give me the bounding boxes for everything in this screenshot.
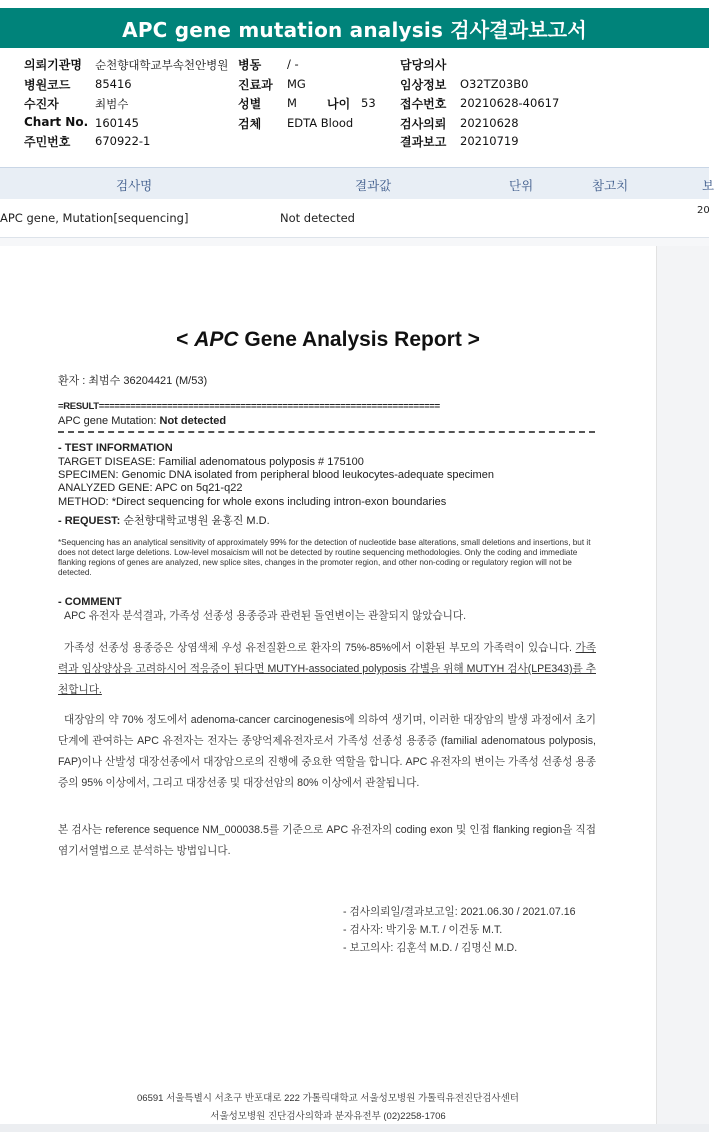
age-label: 나이 xyxy=(327,97,351,111)
info-value: EDTA Blood xyxy=(287,116,354,130)
results-table-header xyxy=(0,167,714,200)
column-header-result: 결과값 xyxy=(355,178,392,193)
info-value: 670922-1 xyxy=(95,134,151,148)
patient-line: 환자 : 최범수 36204421 (M/53) xyxy=(58,375,208,387)
signature-dates: - 검사의뢰일/결과보고일: 2021.06.30 / 2021.07.16 xyxy=(343,906,576,918)
target-disease: TARGET DISEASE: Familial adenomatous polyposis # 175100 xyxy=(58,456,364,468)
patient-info xyxy=(0,0,709,160)
info-label: 접수번호 xyxy=(400,97,447,111)
info-value: 20210628-40617 xyxy=(460,96,560,110)
info-value: 160145 xyxy=(95,116,139,130)
info-value: 순천향대학교부속천안병원 xyxy=(95,58,229,72)
info-label: 병동 xyxy=(238,58,262,72)
column-header-extra: 보 xyxy=(702,178,714,193)
result-label: APC gene Mutation: xyxy=(58,415,160,427)
report-heading xyxy=(0,328,656,352)
signature-technicians: - 검사자: 박기웅 M.T. / 이건동 M.T. xyxy=(343,924,503,936)
info-value: O32TZ03B0 xyxy=(460,77,529,91)
report-title: APC gene mutation analysis 검사결과보고서 xyxy=(122,17,587,42)
info-value: 20210719 xyxy=(460,134,519,148)
comment-paragraph-2 xyxy=(58,638,596,701)
analyzed-gene: ANALYZED GENE: APC on 5q21-q22 xyxy=(58,482,243,494)
result-header: =RESULT================================================================= xyxy=(58,401,440,412)
table-row[interactable] xyxy=(0,199,709,238)
age-value: 53 xyxy=(361,96,376,110)
column-header-test: 검사명 xyxy=(116,178,153,193)
request-label: - REQUEST: xyxy=(58,515,124,527)
info-label: 진료과 xyxy=(238,78,273,92)
report-document xyxy=(0,246,657,1132)
info-label: 담당의사 xyxy=(400,58,447,72)
comment-2-recommendation: 가족력과 임상양상을 고려하시어 적응증이 된다면 MUTYH-associated polyposis 감별을 위해 MUTYH 검사(LPE343)를 추천합니다. xyxy=(58,642,596,696)
column-header-unit: 단위 xyxy=(509,178,534,193)
info-label: 수진자 xyxy=(24,97,59,111)
report-heading-gene: APC xyxy=(194,328,239,351)
cell-extra: 20 xyxy=(697,205,710,216)
info-label: 검사의뢰 xyxy=(400,117,447,131)
info-value: 20210628 xyxy=(460,116,519,130)
divider-line xyxy=(58,431,595,433)
info-value: MG xyxy=(287,77,306,91)
signature-physicians: - 보고의사: 김훈석 M.D. / 김명신 M.D. xyxy=(343,942,518,954)
info-value: M xyxy=(287,96,297,110)
comment-paragraph-1: APC 유전자 분석결과, 가족성 선종성 용종증과 관련된 돌연변이는 관찰되지 않았습니다. xyxy=(64,610,467,622)
comment-paragraph-4: 본 검사는 reference sequence NM_000038.5를 기준으로 APC 유전자의 coding exon 및 인접 flanking region을 직접염기서열법으로 분석하는 방법입니다. xyxy=(58,824,596,857)
request-line xyxy=(58,512,270,528)
info-label: 임상정보 xyxy=(400,78,447,92)
result-value: Not detected xyxy=(159,415,227,427)
info-value: 85416 xyxy=(95,77,132,91)
report-heading-rest: Gene Analysis Report > xyxy=(238,328,480,351)
info-label: 병원코드 xyxy=(24,78,71,92)
footer-department: 서울성모병원 진단검사의학과 분자유전부 (02)2258-1706 xyxy=(210,1111,446,1122)
cell-test-name: APC gene, Mutation[sequencing] xyxy=(0,211,189,225)
comment-header: - COMMENT xyxy=(58,596,122,608)
comment-paragraph-3: 대장암의 약 70% 정도에서 adenoma-cancer carcinogenesis에 의하여 생기며, 이러한 대장암의 발생 과정에서 초기 단계에 관여하는 APC 유전자는 전자는 종양억제유전자로서 가족성 선종성 용종증 (familial adenomatous polyposis, FAP)이나 산발성 대장선종에서 대장암으로의 진행에 중요한 역할을 합니다. APC 유전자의 변이는 가족성 선종성 용종증의 95% 이상에서, 그리고 대장선종 및 대장선암의 80% 이상에서 관찰됩니다. xyxy=(58,714,596,789)
info-label: 성별 xyxy=(238,97,262,111)
sequencing-footnote: *Sequencing has an analytical sensitivity of approximately 99% for the detection of nucleotide base alterations, small deletions and insertions, but it does not detect large deletions. Low-level mosaicism will not be detected by routine sequencing methodologies. Only the coding and immediate flanking regions of genes are analyzed, new splice sites, changes in the promoter region, and other non-coding or regulatory region will not be detected. xyxy=(58,538,591,577)
info-label: Chart No. xyxy=(24,115,89,129)
info-value: / - xyxy=(287,57,299,71)
specimen: SPECIMEN: Genomic DNA isolated from peripheral blood leukocytes-adequate specimen xyxy=(58,469,494,481)
cell-result: Not detected xyxy=(280,211,355,225)
info-value: 최범수 xyxy=(95,97,129,111)
method: METHOD: *Direct sequencing for whole exons including intron-exon boundaries xyxy=(58,496,447,508)
info-label: 의뢰기관명 xyxy=(24,58,82,72)
test-info-header: - TEST INFORMATION xyxy=(58,442,173,454)
footer-address: 06591 서울특별시 서초구 반포대로 222 가톨릭대학교 서울성모병원 가톨릭유전진단검사센터 xyxy=(137,1093,519,1104)
section-divider xyxy=(0,238,709,246)
info-label: 결과보고 xyxy=(400,135,447,149)
request-value: 순천향대학교병원 윤홍진 M.D. xyxy=(123,515,270,527)
viewer-bottom-bar xyxy=(0,1124,709,1132)
report-heading-prefix: < xyxy=(176,328,195,351)
info-label: 검체 xyxy=(238,117,262,131)
result-line xyxy=(58,415,226,427)
comment-2-text: 가족성 선종성 용종증은 상염색체 우성 유전질환으로 환자의 75%-85%에서 이환된 부모의 가족력이 있습니다. xyxy=(64,642,576,654)
viewer-margin xyxy=(657,246,709,1132)
info-label: 주민번호 xyxy=(24,135,71,149)
column-header-reference: 참고치 xyxy=(592,178,629,193)
